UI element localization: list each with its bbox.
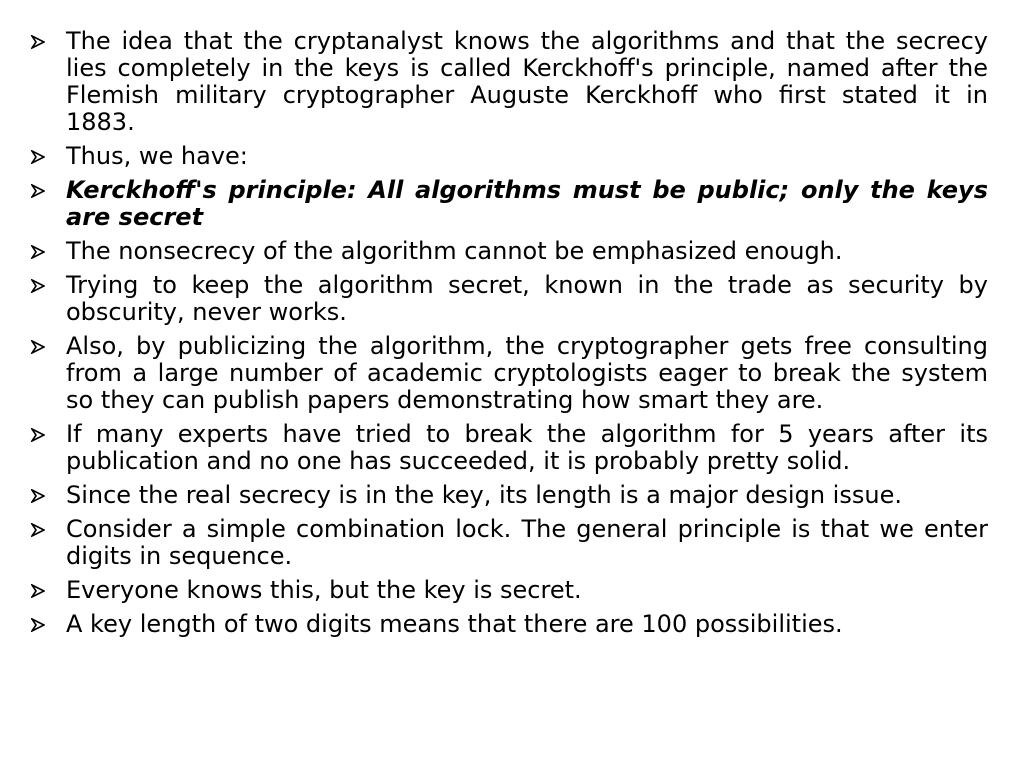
- arrowhead-bullet-icon: [30, 28, 50, 55]
- arrowhead-bullet-icon: [30, 611, 50, 638]
- bullet-item: [30, 421, 988, 475]
- bullet-text: Everyone knows this, but the key is secret.: [66, 576, 582, 604]
- bullet-item: [30, 272, 988, 326]
- bullet-text: The idea that the cryptanalyst knows the algorithms and that the secrecy lies completely in the keys is called Kerckhoff's principle, named after the Flemish military cryptographer Auguste Kerckhoff who first stated it in 1883.: [66, 27, 988, 136]
- arrowhead-bullet-icon: [30, 177, 50, 204]
- bullet-text-emphasized: Kerckhoff's principle: All algorithms must be public; only the keys are secret: [66, 176, 988, 231]
- arrowhead-bullet-icon: [30, 577, 50, 604]
- bullet-item: [30, 577, 988, 604]
- arrowhead-bullet-icon: [30, 143, 50, 170]
- bullet-item: [30, 177, 988, 231]
- arrowhead-bullet-icon: [30, 238, 50, 265]
- bullet-text: A key length of two digits means that there are 100 possibilities.: [66, 610, 843, 638]
- bullet-item: [30, 28, 988, 136]
- arrowhead-bullet-icon: [30, 272, 50, 299]
- bullet-text: Also, by publicizing the algorithm, the cryptographer gets free consulting from a large number of academic cryptologists eager to break the system so they can publish papers demonstrating how smart they are.: [66, 332, 988, 414]
- slide-content: [30, 28, 988, 645]
- bullet-item: [30, 482, 988, 509]
- bullet-item: [30, 516, 988, 570]
- bullet-text: The nonsecrecy of the algorithm cannot be emphasized enough.: [66, 237, 843, 265]
- arrowhead-bullet-icon: [30, 421, 50, 448]
- bullet-item: [30, 611, 988, 638]
- bullet-item: [30, 333, 988, 414]
- arrowhead-bullet-icon: [30, 482, 50, 509]
- arrowhead-bullet-icon: [30, 516, 50, 543]
- bullet-list: [30, 28, 988, 638]
- bullet-text: Thus, we have:: [66, 142, 248, 170]
- bullet-text: Since the real secrecy is in the key, its length is a major design issue.: [66, 481, 902, 509]
- bullet-text: Consider a simple combination lock. The general principle is that we enter digits in sequence.: [66, 515, 988, 570]
- bullet-item: [30, 143, 988, 170]
- bullet-text: Trying to keep the algorithm secret, known in the trade as security by obscurity, never works.: [66, 271, 988, 326]
- arrowhead-bullet-icon: [30, 333, 50, 360]
- bullet-text: If many experts have tried to break the algorithm for 5 years after its publication and no one has succeeded, it is probably pretty solid.: [66, 420, 988, 475]
- bullet-item: [30, 238, 988, 265]
